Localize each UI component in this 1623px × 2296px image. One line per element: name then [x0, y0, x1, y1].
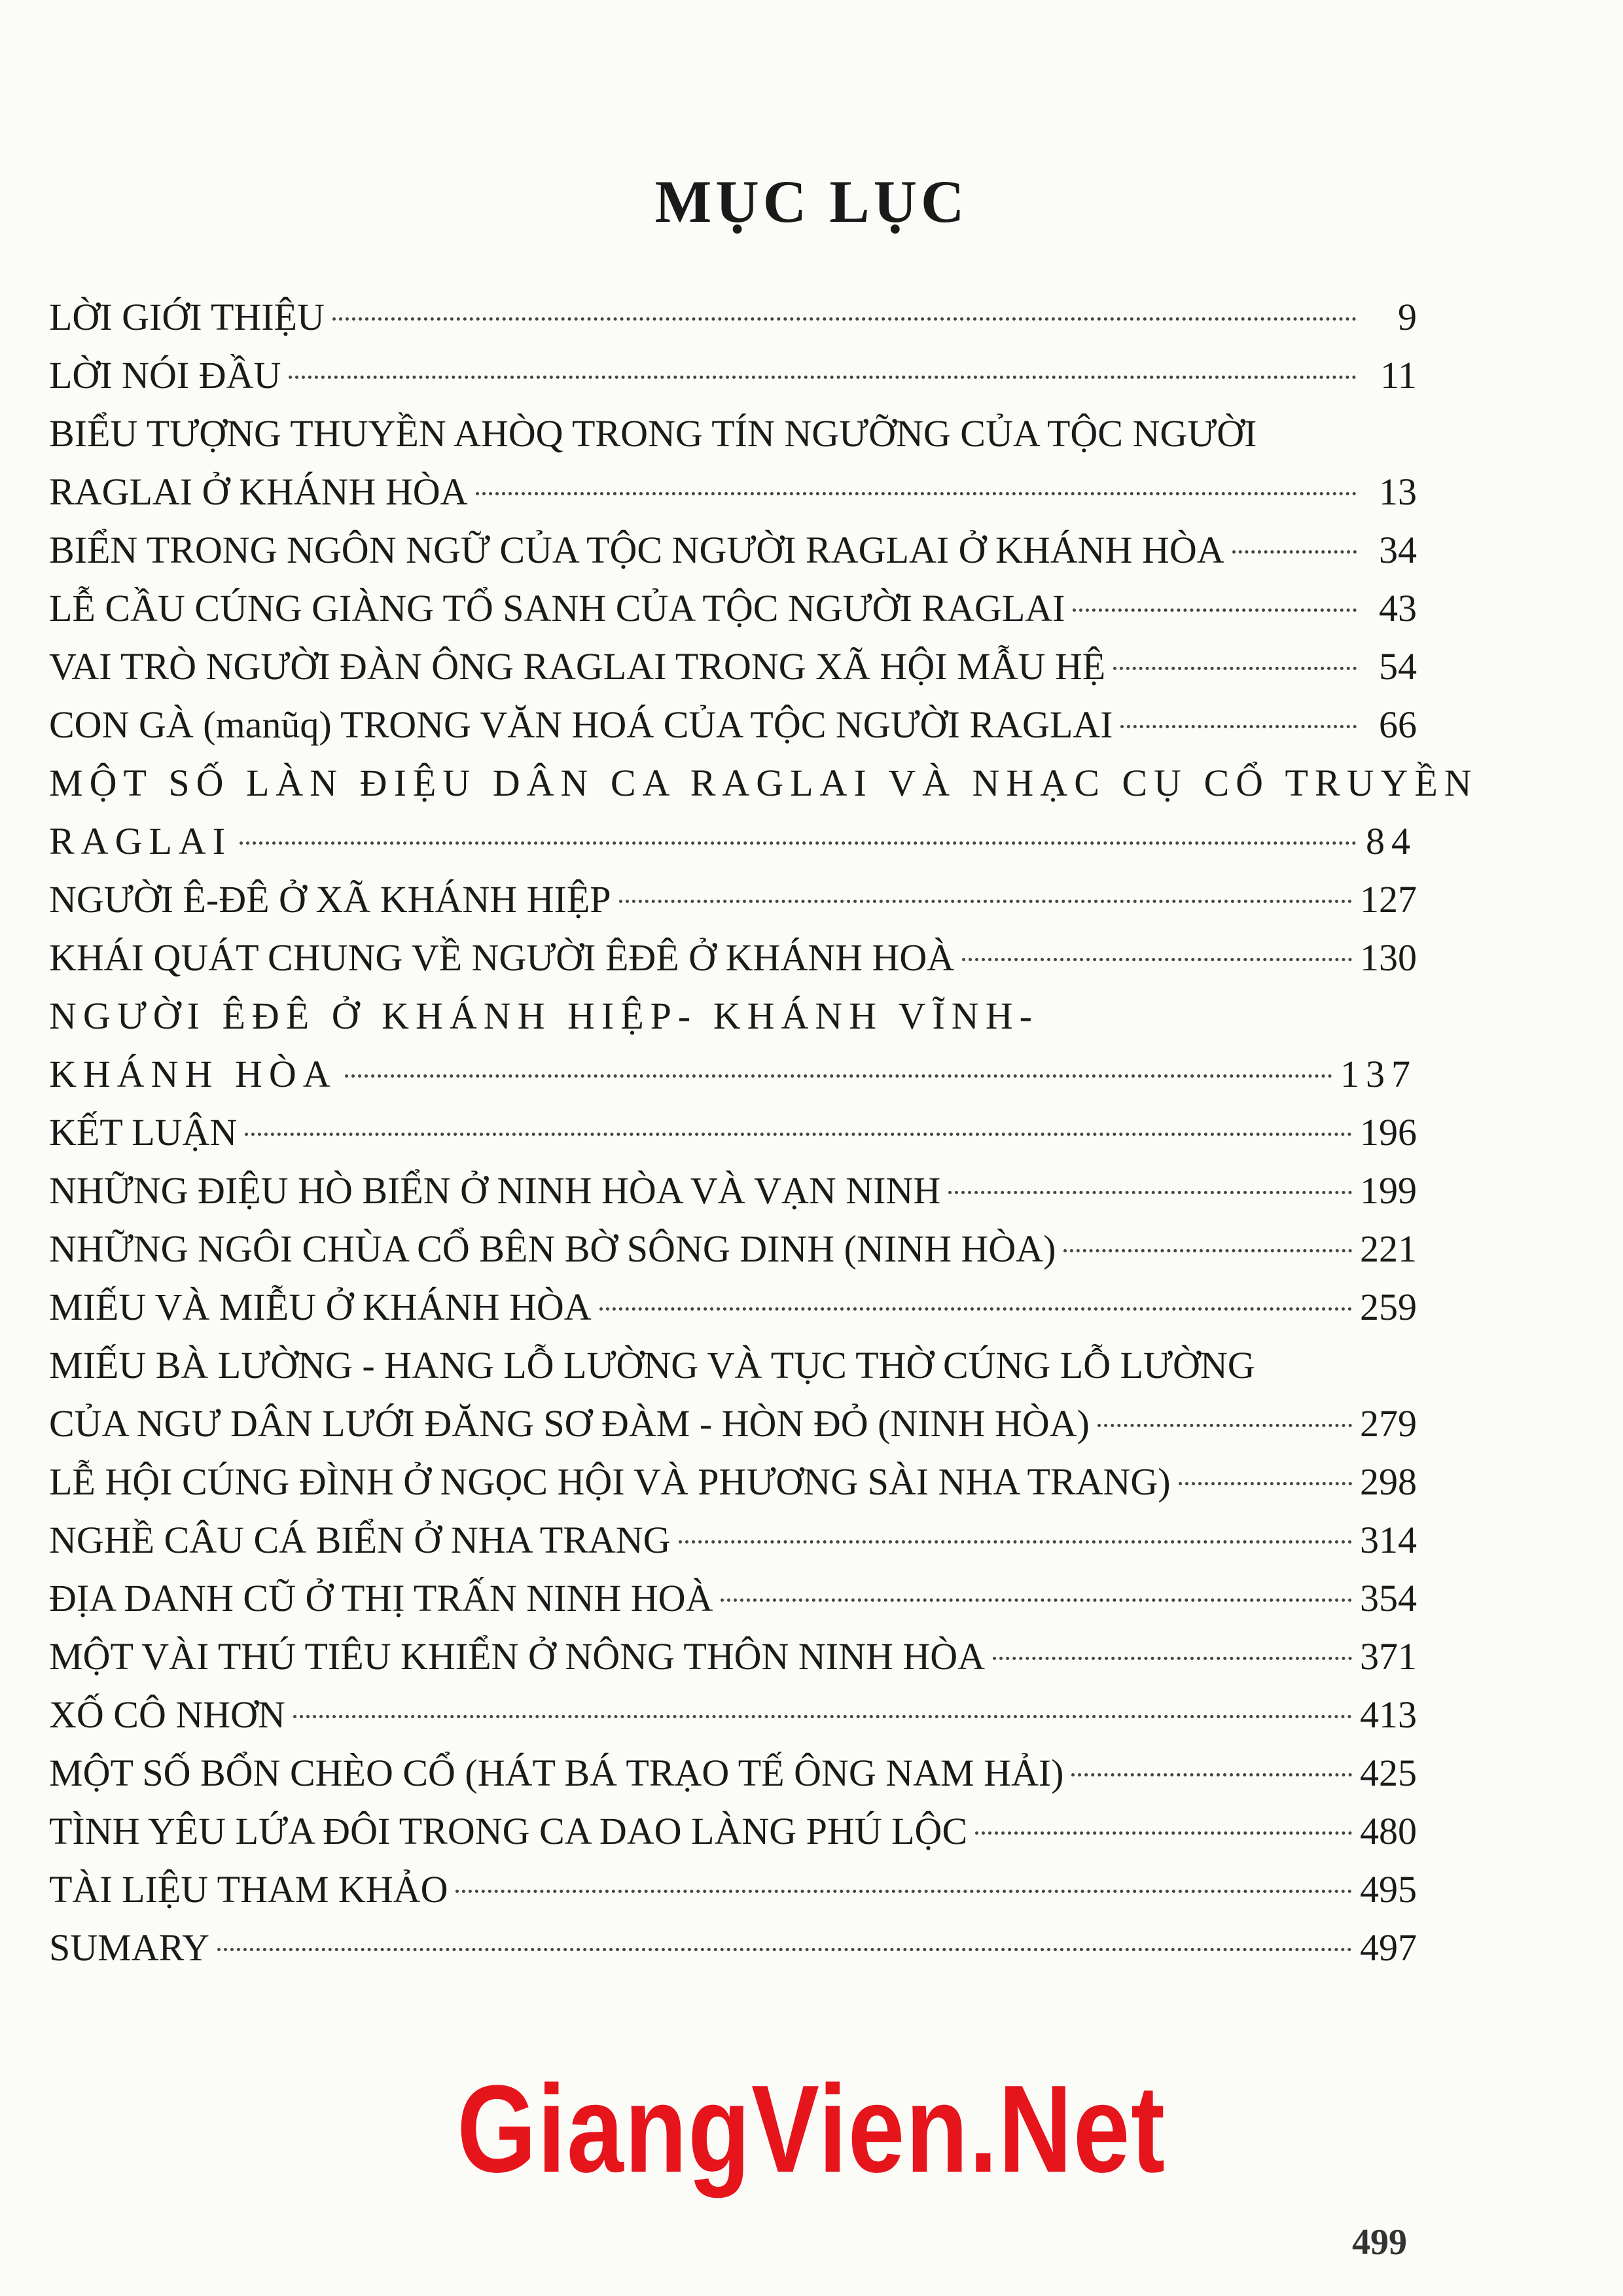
toc-entry-title: SUMARY	[49, 1926, 209, 1969]
toc-page-number: 279	[1360, 1402, 1417, 1445]
dot-leader	[975, 1831, 1352, 1835]
dot-leader	[993, 1657, 1352, 1660]
toc-entry	[49, 696, 1417, 754]
toc-page-number: 196	[1360, 1111, 1417, 1154]
toc-entry-title: TÌNH YÊU LỨA ĐÔI TRONG CA DAO LÀNG PHÚ LỘC	[49, 1810, 968, 1852]
toc-entry-line-continued	[49, 754, 1478, 812]
dot-leader	[240, 841, 1357, 845]
toc-entry	[49, 1336, 1417, 1453]
toc-entry-line	[49, 637, 1417, 696]
toc-page-number: 425	[1360, 1752, 1417, 1794]
toc-entry	[49, 1161, 1417, 1220]
toc-entry-title: LỜI NÓI ĐẦU	[49, 354, 281, 397]
dot-leader	[1179, 1482, 1352, 1485]
toc-entry	[49, 1103, 1417, 1161]
toc-entry-title: MIẾU VÀ MIỄU Ở KHÁNH HÒA	[49, 1286, 592, 1328]
toc-entry-title: LỜI GIỚI THIỆU	[49, 296, 325, 338]
dot-leader	[1113, 667, 1357, 670]
toc-entry	[49, 1860, 1417, 1918]
toc-entry-title: MỘT VÀI THÚ TIÊU KHIỂN Ở NÔNG THÔN NINH HÒA	[49, 1635, 986, 1678]
toc-entry-title: NGHỀ CÂU CÁ BIỂN Ở NHA TRANG	[49, 1519, 671, 1561]
dot-leader	[289, 376, 1357, 379]
toc-entry-title: VAI TRÒ NGƯỜI ĐÀN ÔNG RAGLAI TRONG XÃ HỘI MẪU HỆ	[49, 645, 1106, 688]
dot-leader	[1063, 1249, 1352, 1252]
toc-entry	[49, 404, 1417, 521]
toc-entry-line	[49, 1161, 1417, 1220]
toc-entry-title: CON GÀ (manũq) TRONG VĂN HOÁ CỦA TỘC NGƯỜI RAGLAI	[49, 703, 1113, 746]
toc-entry-title: KHÁNH HÒA	[49, 1053, 337, 1095]
dot-leader	[245, 1133, 1352, 1136]
toc-page-number: 43	[1379, 587, 1417, 629]
toc-entry	[49, 637, 1417, 696]
toc-entry	[49, 1511, 1417, 1569]
dot-leader	[679, 1540, 1353, 1544]
toc-entry-title: LỄ HỘI CÚNG ĐÌNH Ở NGỌC HỘI VÀ PHƯƠNG SÀI NHA TRANG)	[49, 1460, 1171, 1503]
toc-entry-title: NHỮNG NGÔI CHÙA CỔ BÊN BỜ SÔNG DINH (NINH HÒA)	[49, 1227, 1056, 1270]
toc-entry-line	[49, 1802, 1417, 1860]
toc-entry	[49, 1453, 1417, 1511]
toc-entry	[49, 1744, 1417, 1802]
toc-page-number: 413	[1360, 1693, 1417, 1736]
toc-entry-title: RAGLAI	[49, 820, 232, 862]
toc-entry-line	[49, 1569, 1417, 1627]
dot-leader	[1232, 550, 1357, 554]
toc-entry-title: BIỂN TRONG NGÔN NGỮ CỦA TỘC NGƯỜI RAGLAI Ở KHÁNH HÒA	[49, 529, 1224, 571]
toc-entry-line	[49, 1453, 1417, 1511]
toc-entry-title: BIỂU TƯỢNG THUYỀN AHÒQ TRONG TÍN NGƯỠNG CỦA TỘC NGƯỜI	[49, 412, 1257, 455]
toc-page-number: 11	[1380, 354, 1417, 397]
toc-entry	[49, 1802, 1417, 1860]
toc-entry	[49, 987, 1417, 1103]
dot-leader	[599, 1307, 1352, 1311]
toc-page-number: 9	[1398, 296, 1417, 338]
toc-page-number: 66	[1379, 703, 1417, 746]
toc-entry	[49, 1627, 1417, 1686]
toc-entry-line	[49, 696, 1417, 754]
toc-entry-line	[49, 346, 1417, 404]
toc-entry-line	[49, 1394, 1417, 1453]
toc-entry-title: TÀI LIỆU THAM KHẢO	[49, 1868, 448, 1911]
toc-entry-line	[49, 579, 1417, 637]
dot-leader	[332, 317, 1357, 321]
toc-entry-line	[49, 1103, 1417, 1161]
toc-entry	[49, 754, 1478, 870]
toc-entry	[49, 579, 1417, 637]
toc-page-number: 495	[1360, 1868, 1417, 1911]
page-number: 499	[1352, 2222, 1407, 2263]
toc-entry	[49, 1918, 1417, 1977]
dot-leader	[1120, 725, 1357, 728]
toc-page-number: 259	[1360, 1286, 1417, 1328]
toc-entry-line-continued	[49, 1336, 1417, 1394]
toc-entry	[49, 1278, 1417, 1336]
dot-leader	[1097, 1424, 1352, 1427]
toc-page-number: 84	[1366, 820, 1417, 862]
dot-leader	[345, 1074, 1332, 1078]
toc-entry-line-continued	[49, 987, 1417, 1045]
page-title: MỤC LỤC	[654, 168, 969, 235]
toc-page-number: 480	[1360, 1810, 1417, 1852]
toc-entry-line	[49, 928, 1417, 987]
toc-entry-line-continued	[49, 404, 1417, 463]
toc-page-number: 497	[1360, 1926, 1417, 1969]
toc-entry-line	[49, 1918, 1417, 1977]
dot-leader	[619, 900, 1352, 903]
dot-leader	[962, 958, 1352, 961]
toc-entry-title: NGƯỜI Ê-ĐÊ Ở XÃ KHÁNH HIỆP	[49, 878, 611, 921]
dot-leader	[1073, 609, 1357, 612]
toc-entry-title: RAGLAI Ở KHÁNH HÒA	[49, 470, 468, 513]
toc-entry-line	[49, 812, 1417, 870]
toc-entry	[49, 1686, 1417, 1744]
toc-page-number: 221	[1360, 1227, 1417, 1270]
toc-entry	[49, 1569, 1417, 1627]
toc-entry	[49, 870, 1417, 928]
toc-entry	[49, 1220, 1417, 1278]
toc-entry-title: MIẾU BÀ LƯỜNG - HANG LỖ LƯỜNG VÀ TỤC THỜ CÚNG LỖ LƯỜNG	[49, 1344, 1255, 1386]
dot-leader	[293, 1715, 1352, 1718]
toc-page-number: 34	[1379, 529, 1417, 571]
toc-entry-line	[49, 1511, 1417, 1569]
toc-entry-title: LỄ CẦU CÚNG GIÀNG TỔ SANH CỦA TỘC NGƯỜI RAGLAI	[49, 587, 1065, 629]
toc-entry-line	[49, 1220, 1417, 1278]
toc-entry	[49, 928, 1417, 987]
toc-page-number: 54	[1379, 645, 1417, 688]
toc-entry-title: KHÁI QUÁT CHUNG VỀ NGƯỜI ÊĐÊ Ở KHÁNH HOÀ	[49, 936, 955, 979]
toc-page-number: 371	[1360, 1635, 1417, 1678]
toc-entry-title: MỘT SỐ BỔN CHÈO CỔ (HÁT BÁ TRẠO TẾ ÔNG NAM HẢI)	[49, 1752, 1064, 1794]
watermark-text: GiangVien.Net	[457, 2060, 1166, 2199]
toc-entry	[49, 521, 1417, 579]
toc-page-number: 199	[1360, 1169, 1417, 1212]
toc-entry-title: KẾT LUẬN	[49, 1111, 238, 1154]
toc-entry-line	[49, 1744, 1417, 1802]
toc-page-number: 314	[1360, 1519, 1417, 1561]
toc-page-number: 130	[1360, 936, 1417, 979]
toc-entry-title: NHỮNG ĐIỆU HÒ BIỂN Ở NINH HÒA VÀ VẠN NINH	[49, 1169, 941, 1212]
toc-entry-title: ĐỊA DANH CŨ Ở THỊ TRẤN NINH HOÀ	[49, 1577, 713, 1619]
dot-leader	[948, 1191, 1352, 1194]
toc-page-number: 127	[1360, 878, 1417, 921]
dot-leader	[1071, 1773, 1352, 1776]
toc-page-number: 354	[1360, 1577, 1417, 1619]
toc-entry-title: CỦA NGƯ DÂN LƯỚI ĐĂNG SƠ ĐÀM - HÒN ĐỎ (NINH HÒA)	[49, 1402, 1090, 1445]
toc-entry-line	[49, 1045, 1417, 1103]
dot-leader	[455, 1890, 1352, 1893]
toc-entry-line	[49, 870, 1417, 928]
dot-leader	[217, 1948, 1352, 1951]
table-of-contents	[49, 288, 1478, 1977]
toc-entry-line	[49, 521, 1417, 579]
dot-leader	[721, 1598, 1352, 1602]
toc-entry	[49, 288, 1417, 346]
toc-entry-line	[49, 463, 1417, 521]
toc-entry-title: MỘT SỐ LÀN ĐIỆU DÂN CA RAGLAI VÀ NHẠC CỤ CỔ TRUYỀN	[49, 762, 1478, 804]
toc-entry-line	[49, 1278, 1417, 1336]
toc-entry-title: NGƯỜI ÊĐÊ Ở KHÁNH HIỆP- KHÁNH VĨNH-	[49, 995, 1039, 1037]
toc-page-number: 137	[1340, 1053, 1417, 1095]
toc-entry-line	[49, 288, 1417, 346]
toc-entry-line	[49, 1627, 1417, 1686]
toc-entry-line	[49, 1686, 1417, 1744]
toc-page-number: 13	[1379, 470, 1417, 513]
toc-entry-line	[49, 1860, 1417, 1918]
toc-entry	[49, 346, 1417, 404]
toc-page-number: 298	[1360, 1460, 1417, 1503]
dot-leader	[476, 492, 1357, 495]
toc-entry-title: XỐ CÔ NHƠN	[49, 1693, 285, 1736]
